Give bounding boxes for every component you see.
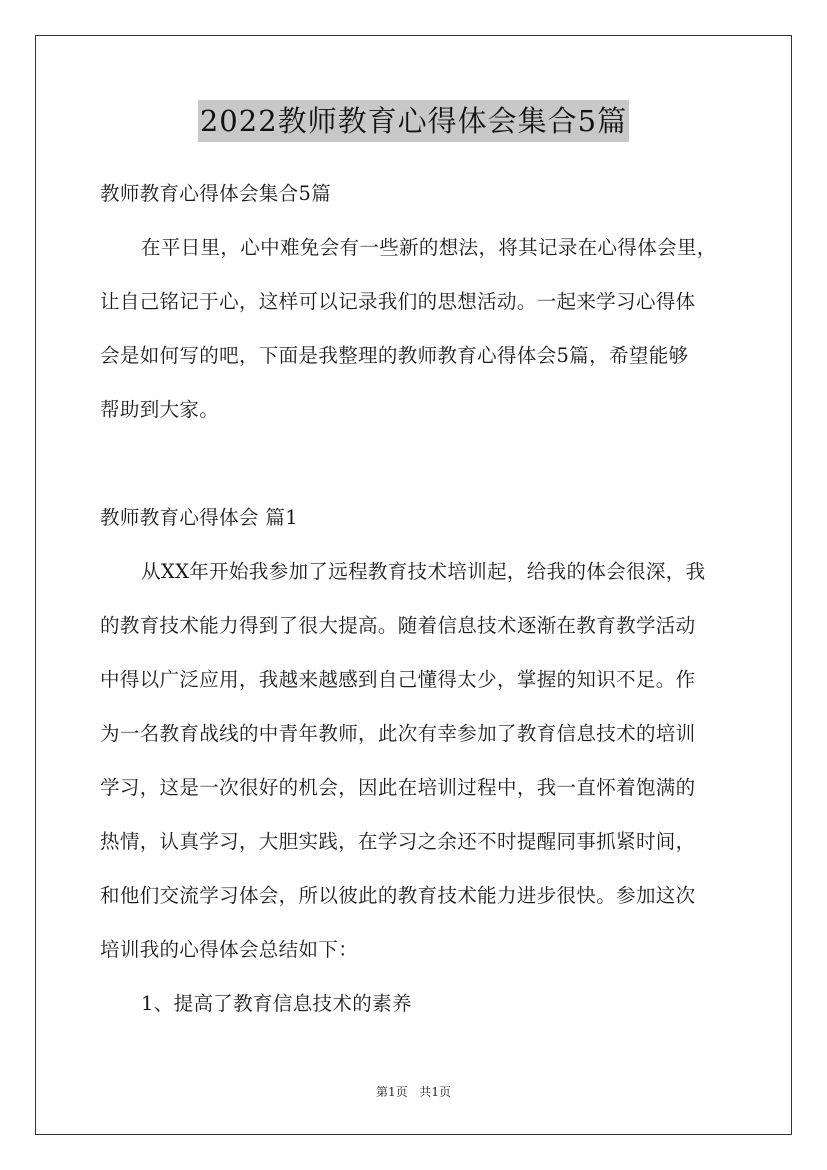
intro-line: 让自己铭记于心，这样可以记录我们的思想活动。一起来学习心得体 — [100, 290, 696, 313]
title-container — [0, 100, 827, 142]
body-line: 和他们交流学习体会，所以彼此的教育技术能力进步很快。参加这次 — [100, 884, 696, 907]
page-number: 第1页 — [375, 1085, 408, 1099]
page-footer — [0, 1084, 827, 1100]
body-line: 中得以广泛应用，我越来越感到自己懂得太少，掌握的知识不足。作 — [100, 668, 696, 691]
document-title: 2022教师教育心得体会集合5篇 — [198, 100, 629, 142]
intro-line: 在平日里，心中难免会有一些新的想法，将其记录在心得体会里， — [141, 236, 717, 259]
body-line: 从XX年开始我参加了远程教育技术培训起，给我的体会很深，我 — [141, 560, 706, 583]
section-heading: 教师教育心得体会 篇1 — [100, 506, 298, 529]
body-line: 的教育技术能力得到了很大提高。随着信息技术逐渐在教育教学活动 — [100, 614, 696, 637]
document-subtitle: 教师教育心得体会集合5篇 — [100, 182, 332, 205]
intro-line: 帮助到大家。 — [100, 398, 220, 421]
body-line: 热情，认真学习，大胆实践，在学习之余还不时提醒同事抓紧时间， — [100, 830, 696, 853]
body-line: 培训我的心得体会总结如下： — [100, 938, 359, 961]
page-total: 共1页 — [419, 1085, 452, 1099]
body-line: 为一名教育战线的中青年教师，此次有幸参加了教育信息技术的培训 — [100, 722, 696, 745]
body-line: 学习，这是一次很好的机会，因此在培训过程中，我一直怀着饱满的 — [100, 776, 696, 799]
intro-line: 会是如何写的吧，下面是我整理的教师教育心得体会5篇，希望能够 — [100, 344, 689, 367]
list-item: 1、提高了教育信息技术的素养 — [141, 992, 412, 1015]
